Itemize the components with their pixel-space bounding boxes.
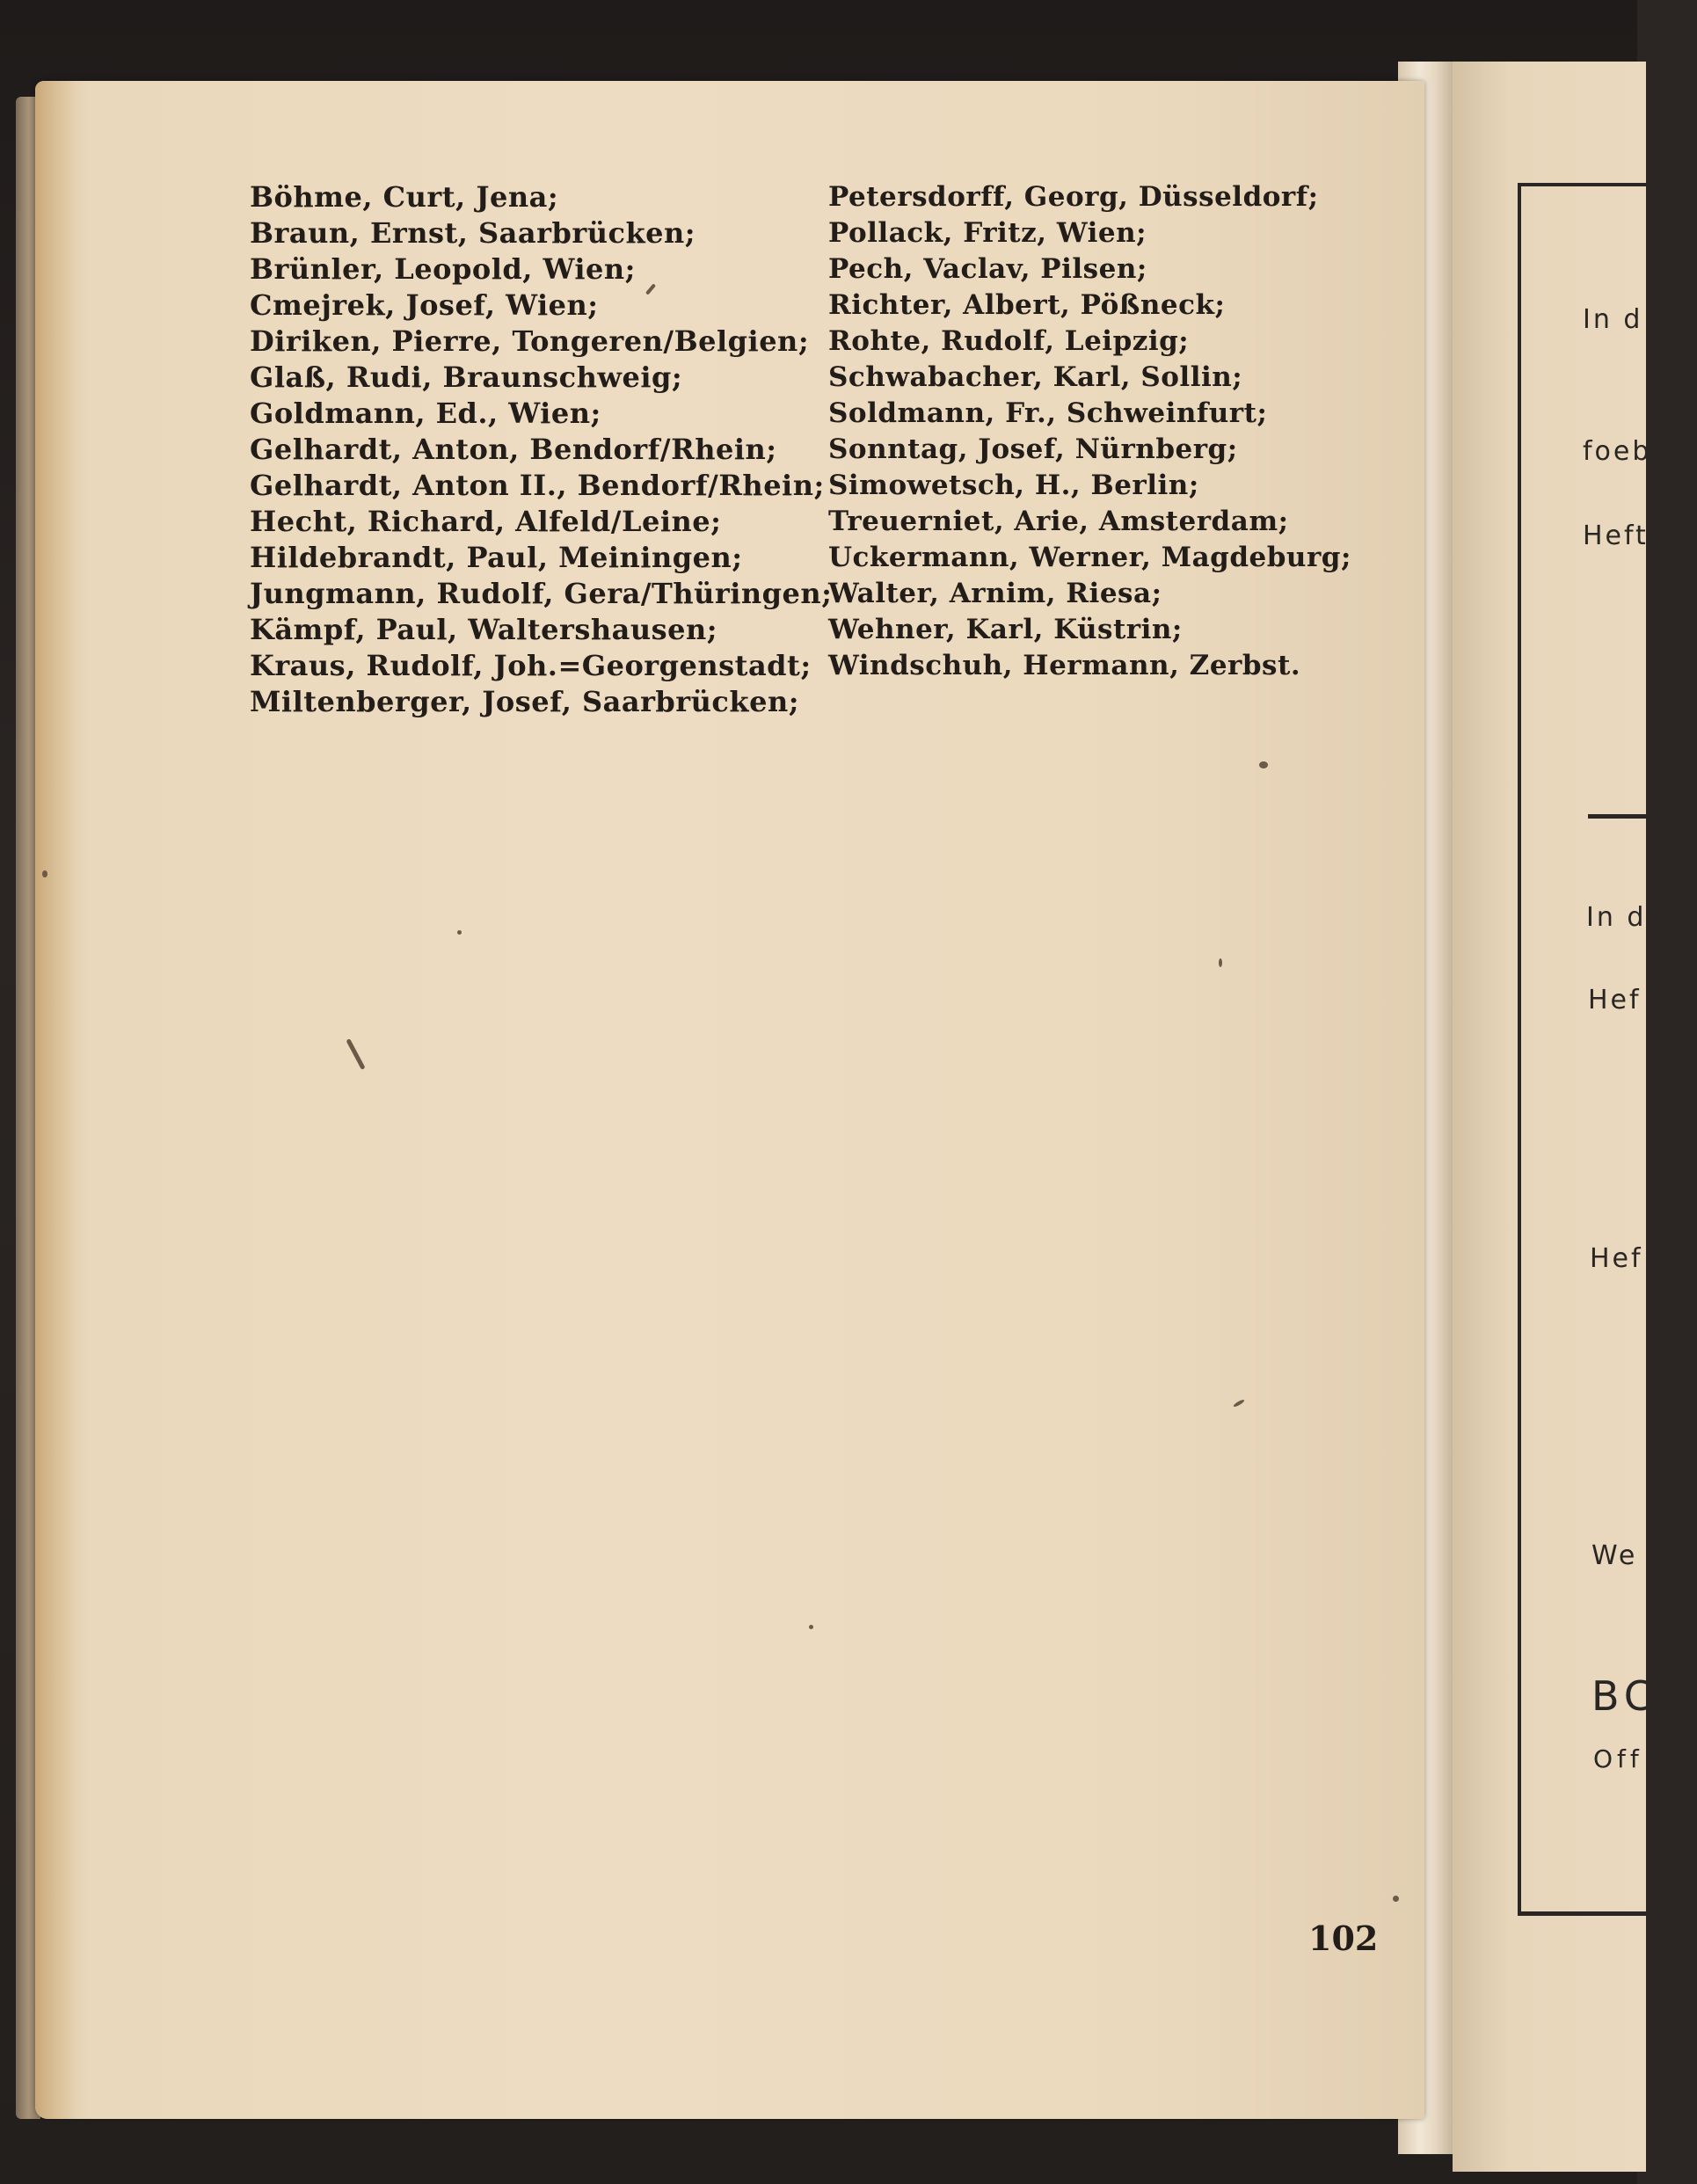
facing-page-fragment: Hef: [1590, 1243, 1643, 1274]
list-item: Glaß, Rudi, Braunschweig;: [250, 360, 683, 394]
list-item: Cmejrek, Josef, Wien;: [250, 288, 599, 322]
facing-page-rule: [1588, 814, 1650, 819]
list-item: Richter, Albert, Pößneck;: [828, 289, 1226, 321]
paper-speck: [457, 930, 462, 935]
list-item: Windschuh, Hermann, Zerbst.: [828, 650, 1301, 681]
names-column-left: [250, 179, 832, 720]
list-item: Braun, Ernst, Saarbrücken;: [250, 216, 696, 250]
paper-speck: [1219, 958, 1222, 967]
list-item: Gelhardt, Anton II., Bendorf/Rhein;: [250, 469, 825, 502]
paper-speck: [1393, 1896, 1399, 1902]
list-item: Soldmann, Fr., Schweinfurt;: [828, 397, 1268, 429]
page-edge-shade: [35, 81, 76, 2119]
names-column-right: [828, 179, 1351, 684]
list-item: Kraus, Rudolf, Joh.=Georgenstadt;: [250, 649, 812, 682]
facing-page-fragment: In d: [1586, 902, 1647, 933]
list-item: Rohte, Rudolf, Leipzig;: [828, 325, 1190, 357]
list-item: Uckermann, Werner, Magdeburg;: [828, 542, 1351, 573]
facing-page-fragment: We: [1591, 1540, 1638, 1571]
list-item: Schwabacher, Karl, Sollin;: [828, 361, 1243, 393]
paper-speck: [1259, 761, 1268, 768]
list-item: Kämpf, Paul, Waltershausen;: [250, 613, 718, 646]
facing-page-fragment: BC: [1591, 1672, 1657, 1720]
facing-page-fragment: In d: [1583, 304, 1643, 335]
list-item: Goldmann, Ed., Wien;: [250, 397, 601, 430]
list-item: Simowetsch, H., Berlin;: [828, 470, 1199, 501]
list-item: Sonntag, Josef, Nürnberg;: [828, 433, 1238, 465]
facing-page-fragment: foeb: [1583, 436, 1652, 467]
facing-page-fragment: Hef: [1588, 985, 1642, 1016]
paper-speck: [809, 1625, 813, 1629]
list-item: Wehner, Karl, Küstrin;: [828, 614, 1183, 645]
list-item: Gelhardt, Anton, Bendorf/Rhein;: [250, 433, 777, 466]
list-item: Brünler, Leopold, Wien;: [250, 252, 636, 286]
list-item: Petersdorff, Georg, Düsseldorf;: [828, 181, 1319, 213]
list-item: Böhme, Curt, Jena;: [250, 180, 559, 214]
list-item: Pollack, Fritz, Wien;: [828, 217, 1147, 249]
list-item: Walter, Arnim, Riesa;: [828, 578, 1162, 609]
list-item: Treuerniet, Arie, Amsterdam;: [828, 506, 1289, 537]
list-item: Hildebrandt, Paul, Meiningen;: [250, 541, 743, 574]
page-number: 102: [1308, 1918, 1379, 1958]
list-item: Diriken, Pierre, Tongeren/Belgien;: [250, 324, 810, 358]
list-item: Hecht, Richard, Alfeld/Leine;: [250, 505, 722, 538]
list-item: Jungmann, Rudolf, Gera/Thüringen;: [250, 577, 833, 610]
list-item: Miltenberger, Josef, Saarbrücken;: [250, 685, 800, 718]
list-item: Pech, Vaclav, Pilsen;: [828, 253, 1147, 285]
facing-page-fragment: Off: [1593, 1744, 1643, 1773]
paper-speck: [42, 870, 47, 877]
facing-page-fragment: Heft: [1583, 521, 1649, 551]
